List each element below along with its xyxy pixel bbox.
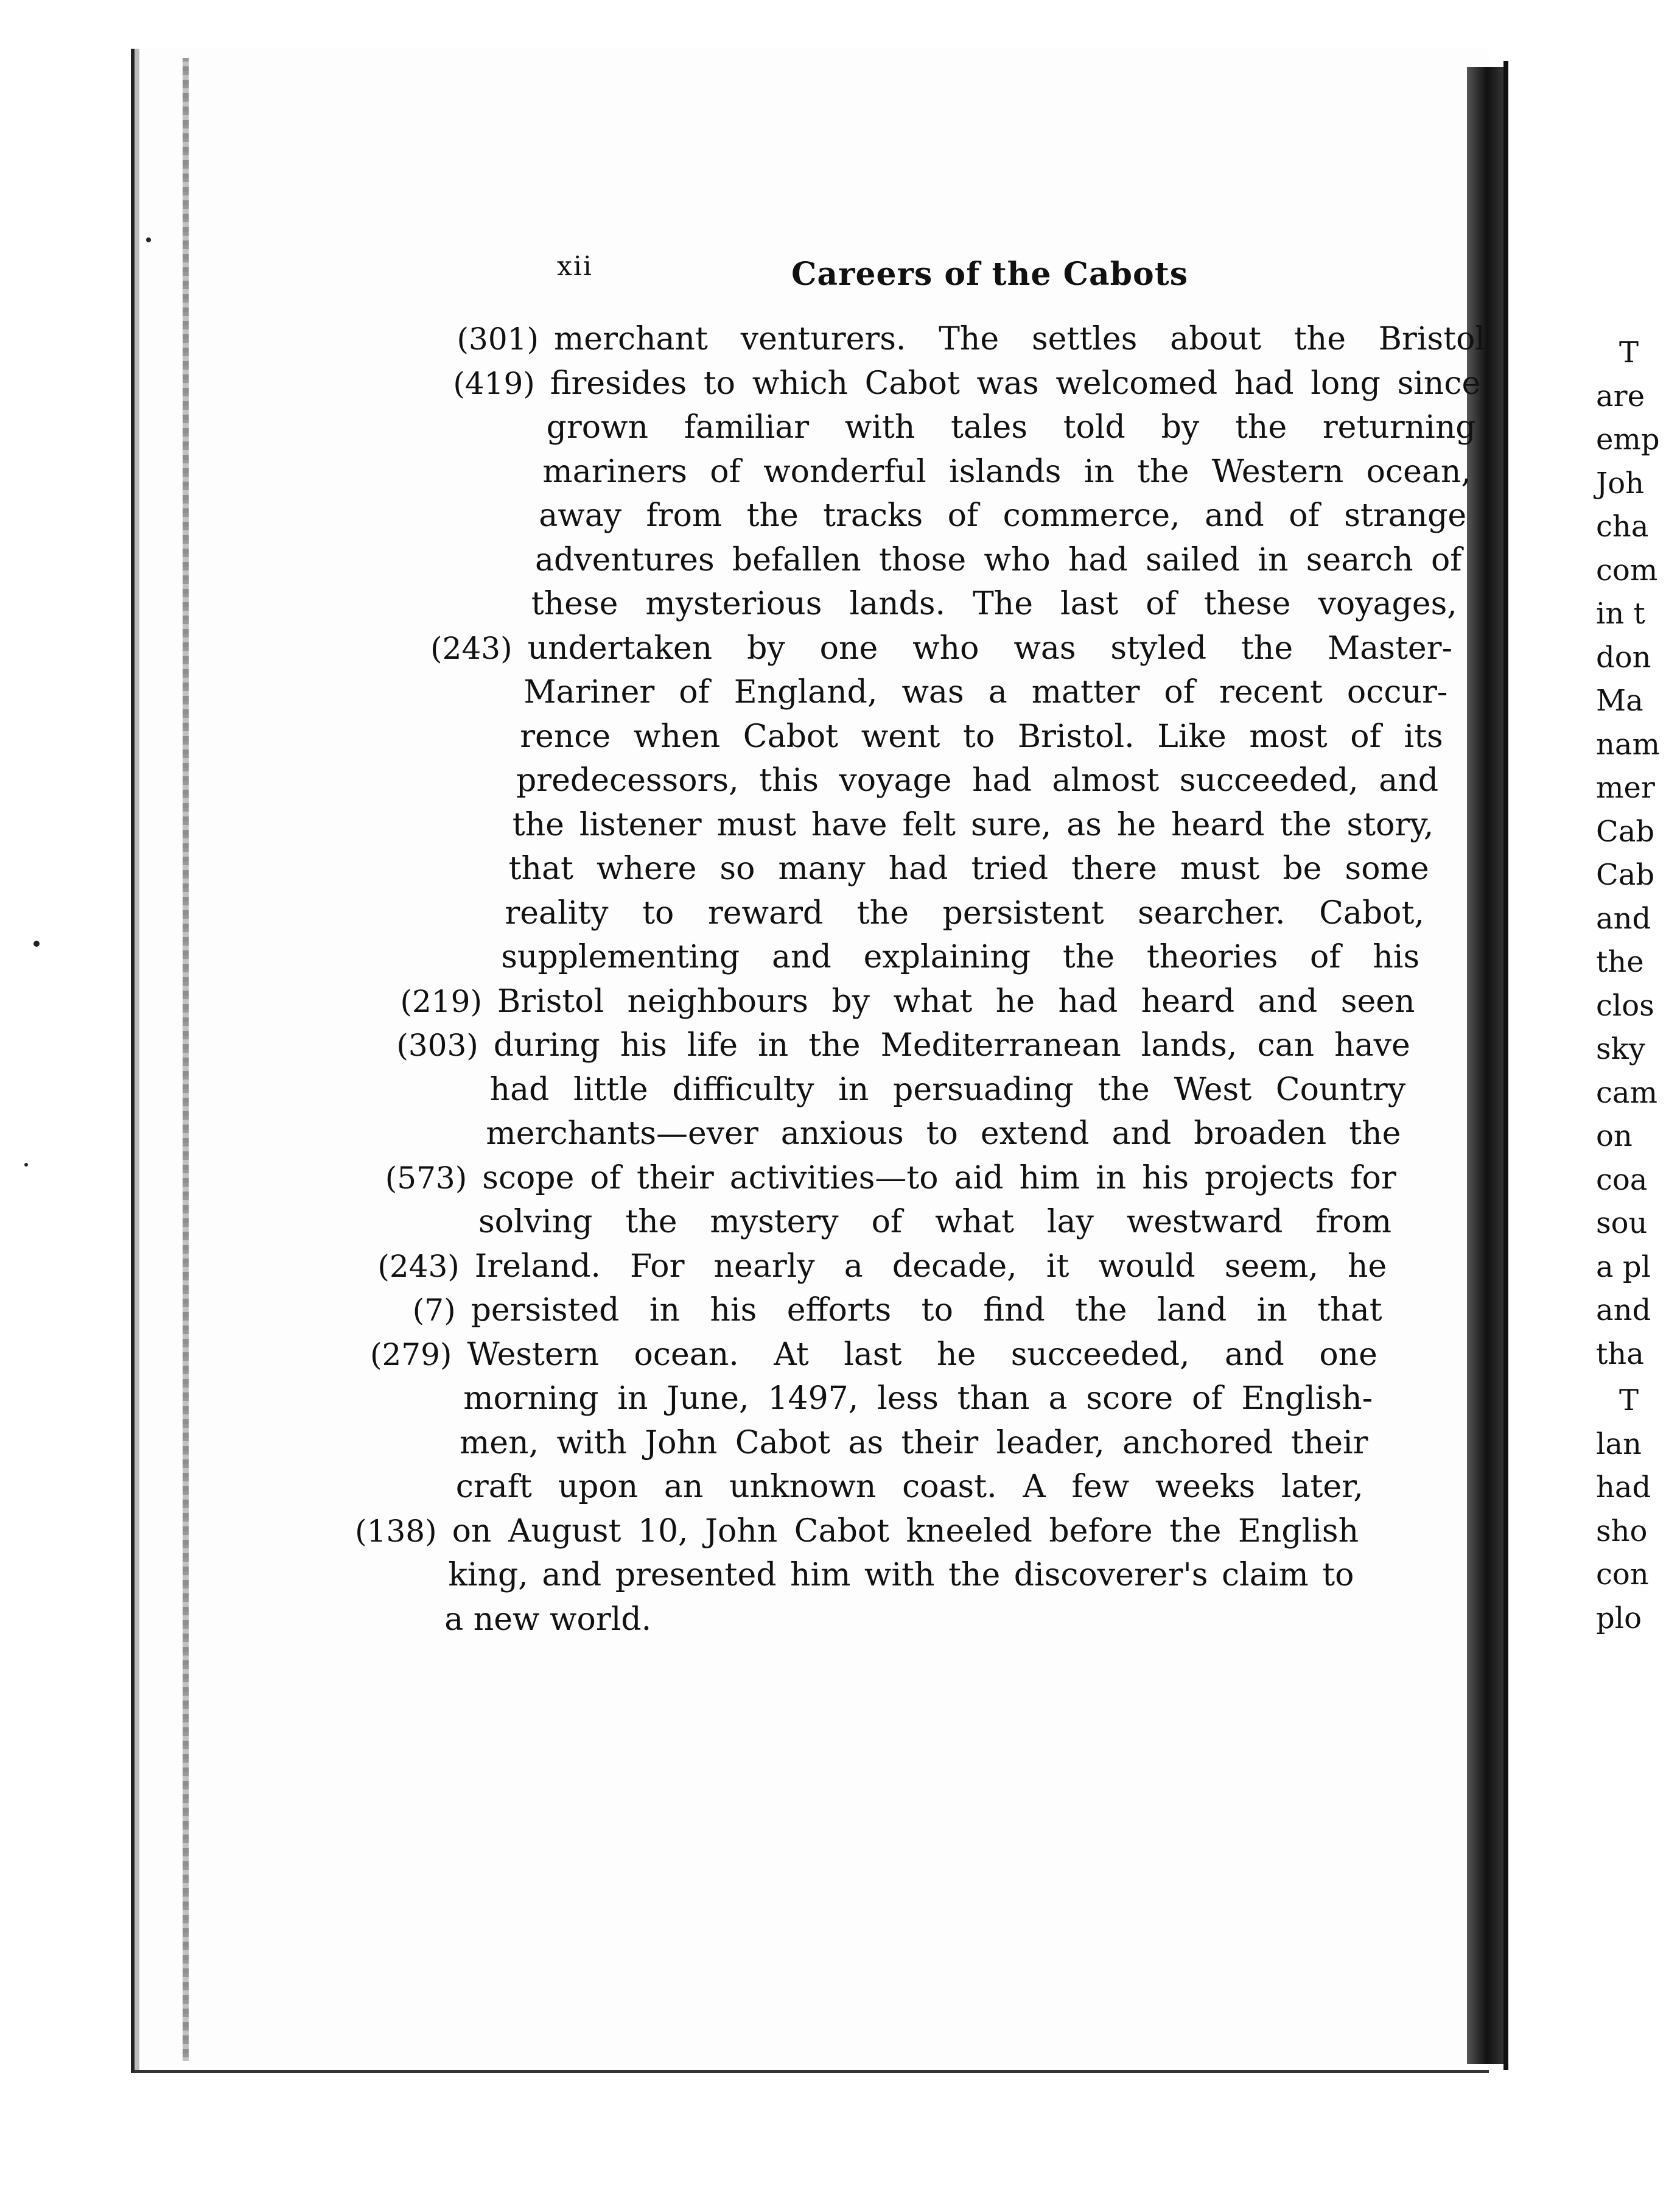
text-line: craft upon an unknown coast. A few weeks later,: [455, 1469, 1363, 1505]
text-line: these mysterious lands. The last of these voyages,: [531, 586, 1457, 622]
text-line: during his life in the Mediterranean lands, can have: [493, 1027, 1410, 1064]
marginal-reference: (7): [412, 1293, 456, 1328]
right-page-fragment: tha: [1596, 1336, 1644, 1371]
right-page-fragment: and: [1596, 1293, 1651, 1327]
right-page-fragment: com: [1596, 553, 1658, 588]
right-page-fragment: are: [1596, 379, 1645, 413]
right-page-fragment: Cab: [1596, 858, 1655, 892]
right-page-fragment: Ma: [1596, 684, 1643, 718]
right-page-fragment: sou: [1596, 1206, 1648, 1240]
marginal-reference: (419): [453, 365, 535, 401]
text-line: scope of their activities—to aid him in his projects for: [482, 1159, 1396, 1196]
text-line: grown familiar with tales told by the returning: [546, 409, 1476, 446]
right-page-fragment: lan: [1596, 1427, 1642, 1461]
right-page-fragment: on: [1596, 1119, 1633, 1153]
dust-speck: [24, 1163, 28, 1167]
running-title: Careers of the Cabots: [791, 256, 1189, 293]
marginal-reference: (243): [377, 1248, 460, 1284]
text-line: Bristol neighbours by what he had heard and seen: [497, 983, 1415, 1020]
text-line: reality to reward the persistent searcher. Cabot,: [505, 894, 1424, 932]
marginal-reference: (301): [457, 321, 539, 357]
text-line: away from the tracks of commerce, and of strange: [539, 497, 1467, 534]
right-page-fragment: mer: [1596, 771, 1655, 805]
right-page-fragment: cam: [1596, 1075, 1658, 1110]
right-page-fragment: T: [1619, 1383, 1639, 1417]
right-page-fragment: Cab: [1596, 814, 1655, 849]
text-line: Mariner of England, was a matter of recent occur-: [523, 674, 1448, 711]
dust-speck: [146, 237, 151, 242]
marginal-reference: (303): [396, 1028, 478, 1063]
page-number: xii: [557, 251, 593, 282]
right-page-fragment: emp: [1596, 423, 1660, 457]
marginal-reference: (219): [400, 983, 482, 1019]
right-page-fragment: cha: [1596, 510, 1649, 544]
text-line: adventures befallen those who had sailed in search of: [535, 541, 1462, 578]
marginal-reference: (279): [369, 1336, 452, 1372]
dust-speck: [33, 941, 40, 947]
right-page-fragment: clos: [1596, 988, 1654, 1023]
text-line: solving the mystery of what lay westward from: [478, 1204, 1391, 1240]
text-line: persisted in his efforts to find the land in that: [471, 1292, 1382, 1329]
right-page-fragment: Joh: [1596, 466, 1645, 500]
right-page-fragment: T: [1619, 335, 1639, 370]
marginal-reference: (243): [430, 630, 513, 666]
text-line: merchants—ever anxious to extend and broaden the: [486, 1115, 1401, 1152]
right-page-fragment: sky: [1596, 1032, 1645, 1066]
text-line: predecessors, this voyage had almost succeeded, and: [516, 762, 1438, 799]
text-line: men, with John Cabot as their leader, anchored their: [460, 1424, 1368, 1461]
right-page-fragment: had: [1596, 1470, 1651, 1504]
right-page-fragment: sho: [1596, 1514, 1648, 1548]
right-page-fragment: in t: [1596, 597, 1645, 631]
text-line: mariners of wonderful islands in the Western ocean,: [542, 453, 1471, 490]
text-line: morning in June, 1497, less than a score of English-: [463, 1380, 1373, 1417]
text-line: supplementing and explaining the theories of his: [501, 939, 1420, 975]
text-line: that where so many had tried there must be some: [508, 851, 1429, 887]
right-page-fragment: plo: [1596, 1601, 1642, 1635]
text-line: merchant venturers. The settles about the Bristol: [554, 321, 1485, 357]
page-edge-shadow: [183, 58, 189, 2061]
right-page-fragment: coa: [1596, 1162, 1648, 1197]
marginal-reference: (573): [385, 1160, 467, 1196]
marginal-reference: (138): [355, 1513, 437, 1549]
text-line: undertaken by one who was styled the Master-: [527, 630, 1453, 667]
text-line: king, and presented him with the discoverer's claim to: [448, 1557, 1354, 1593]
right-page-fragment: con: [1596, 1557, 1649, 1592]
text-line: on August 10, John Cabot kneeled before the English: [452, 1512, 1359, 1550]
text-line: Ireland. For nearly a decade, it would seem, he: [474, 1248, 1387, 1285]
text-line: firesides to which Cabot was welcomed had long since: [550, 365, 1481, 402]
right-page-fragment: and: [1596, 901, 1651, 936]
text-line: rence when Cabot went to Bristol. Like most of its: [520, 718, 1443, 755]
right-page-fragment: nam: [1596, 727, 1661, 762]
right-page-fragment: don: [1596, 640, 1651, 675]
text-line: had little difficulty in persuading the West Country: [489, 1071, 1406, 1108]
text-line: Western ocean. At last he succeeded, and one: [467, 1336, 1377, 1373]
right-page-fragment: a pl: [1596, 1249, 1651, 1284]
text-line: a new world.: [444, 1601, 652, 1638]
text-line: the listener must have felt sure, as he heard the story,: [512, 806, 1434, 843]
right-page-fragment: the: [1596, 945, 1644, 979]
